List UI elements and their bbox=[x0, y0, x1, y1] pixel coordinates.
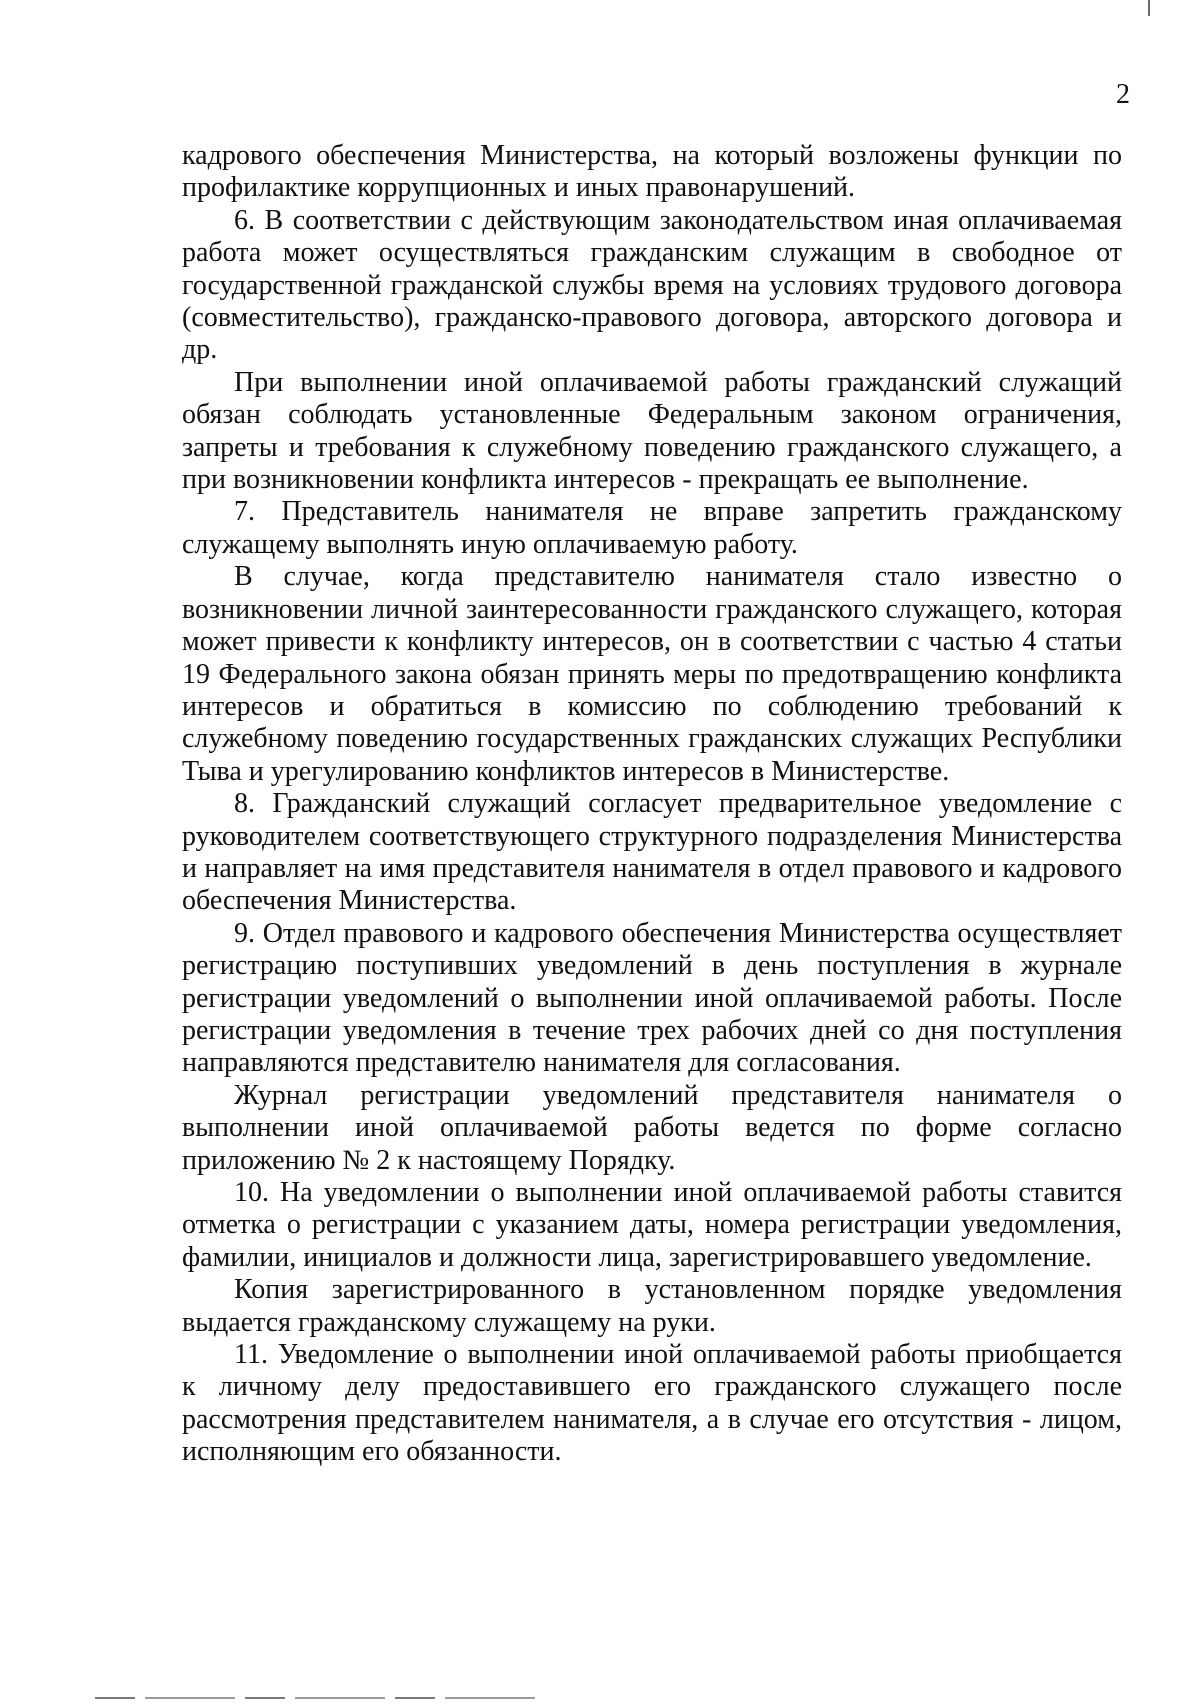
paragraph-item-11: 11. Уведомление о выполнении иной оплачиваемой работы приобщается к личному делу предоставившего его гражданского служащего после рассмотрения представителем нанимателя, а в случае его отсутствия - лицом, исполняющим его обязанности. bbox=[182, 1339, 1122, 1468]
paragraph-copy: Копия зарегистрированного в установленном порядке уведомления выдается гражданскому служащему на руки. bbox=[182, 1274, 1122, 1338]
paragraph-item-6: 6. В соответствии с действующим законодательством иная оплачиваемая работа может осуществляться гражданским служащим в свободное от государственной гражданской службы время на условиях трудового договора (совместительство), гражданско-правового договора, авторского договора и др. bbox=[182, 204, 1122, 366]
paragraph-journal: Журнал регистрации уведомлений представителя нанимателя о выполнении иной оплачиваемой работы ведется по форме согласно приложению № 2 к настоящему Порядку. bbox=[182, 1079, 1122, 1176]
paragraph-item-7: 7. Представитель нанимателя не вправе запретить гражданскому служащему выполнять иную оплачиваемую работу. bbox=[182, 496, 1122, 560]
page-number: 2 bbox=[1116, 79, 1130, 110]
paragraph-continuation: кадрового обеспечения Министерства, на который возложены функции по профилактике коррупционных и иных правонарушений. bbox=[182, 140, 1122, 204]
paragraph-conflict-of-interest: В случае, когда представителю нанимателя стало известно о возникновении личной заинтересованности гражданского служащего, которая может привести к конфликту интересов, он в соответствии с частью 4 статьи 19 Федерального закона обязан принять меры по предотвращению конфликта интересов и обратиться в комиссию по соблюдению требований к служебному поведению государственных гражданских служащих Республики Тыва и урегулированию конфликтов интересов в Министерстве. bbox=[182, 561, 1122, 787]
scan-artifact-mark bbox=[1148, 0, 1150, 16]
paragraph-item-8: 8. Гражданский служащий согласует предварительное уведомление с руководителем соответствующего структурного подразделения Министерства и направляет на имя представителя нанимателя в отдел правового и кадрового обеспечения Министерства. bbox=[182, 788, 1122, 917]
paragraph-item-9: 9. Отдел правового и кадрового обеспечения Министерства осуществляет регистрацию поступивших уведомлений в день поступления в журнале регистрации уведомлений о выполнении иной оплачиваемой работы. После регистрации уведомления в течение трех рабочих дней со дня поступления направляются представителю нанимателя для согласования. bbox=[182, 917, 1122, 1079]
paragraph-item-10: 10. На уведомлении о выполнении иной оплачиваемой работы ставится отметка о регистрации с указанием даты, номера регистрации уведомления, фамилии, инициалов и должности лица, зарегистрировавшего уведомление. bbox=[182, 1177, 1122, 1273]
scan-artifact-edge bbox=[95, 1697, 545, 1699]
document-body bbox=[182, 140, 1122, 1469]
paragraph-obligations: При выполнении иной оплачиваемой работы гражданский служащий обязан соблюдать установленные Федеральным законом ограничения, запреты и требования к служебному поведению гражданского служащего, а при возникновении конфликта интересов - прекращать ее выполнение. bbox=[182, 366, 1122, 496]
